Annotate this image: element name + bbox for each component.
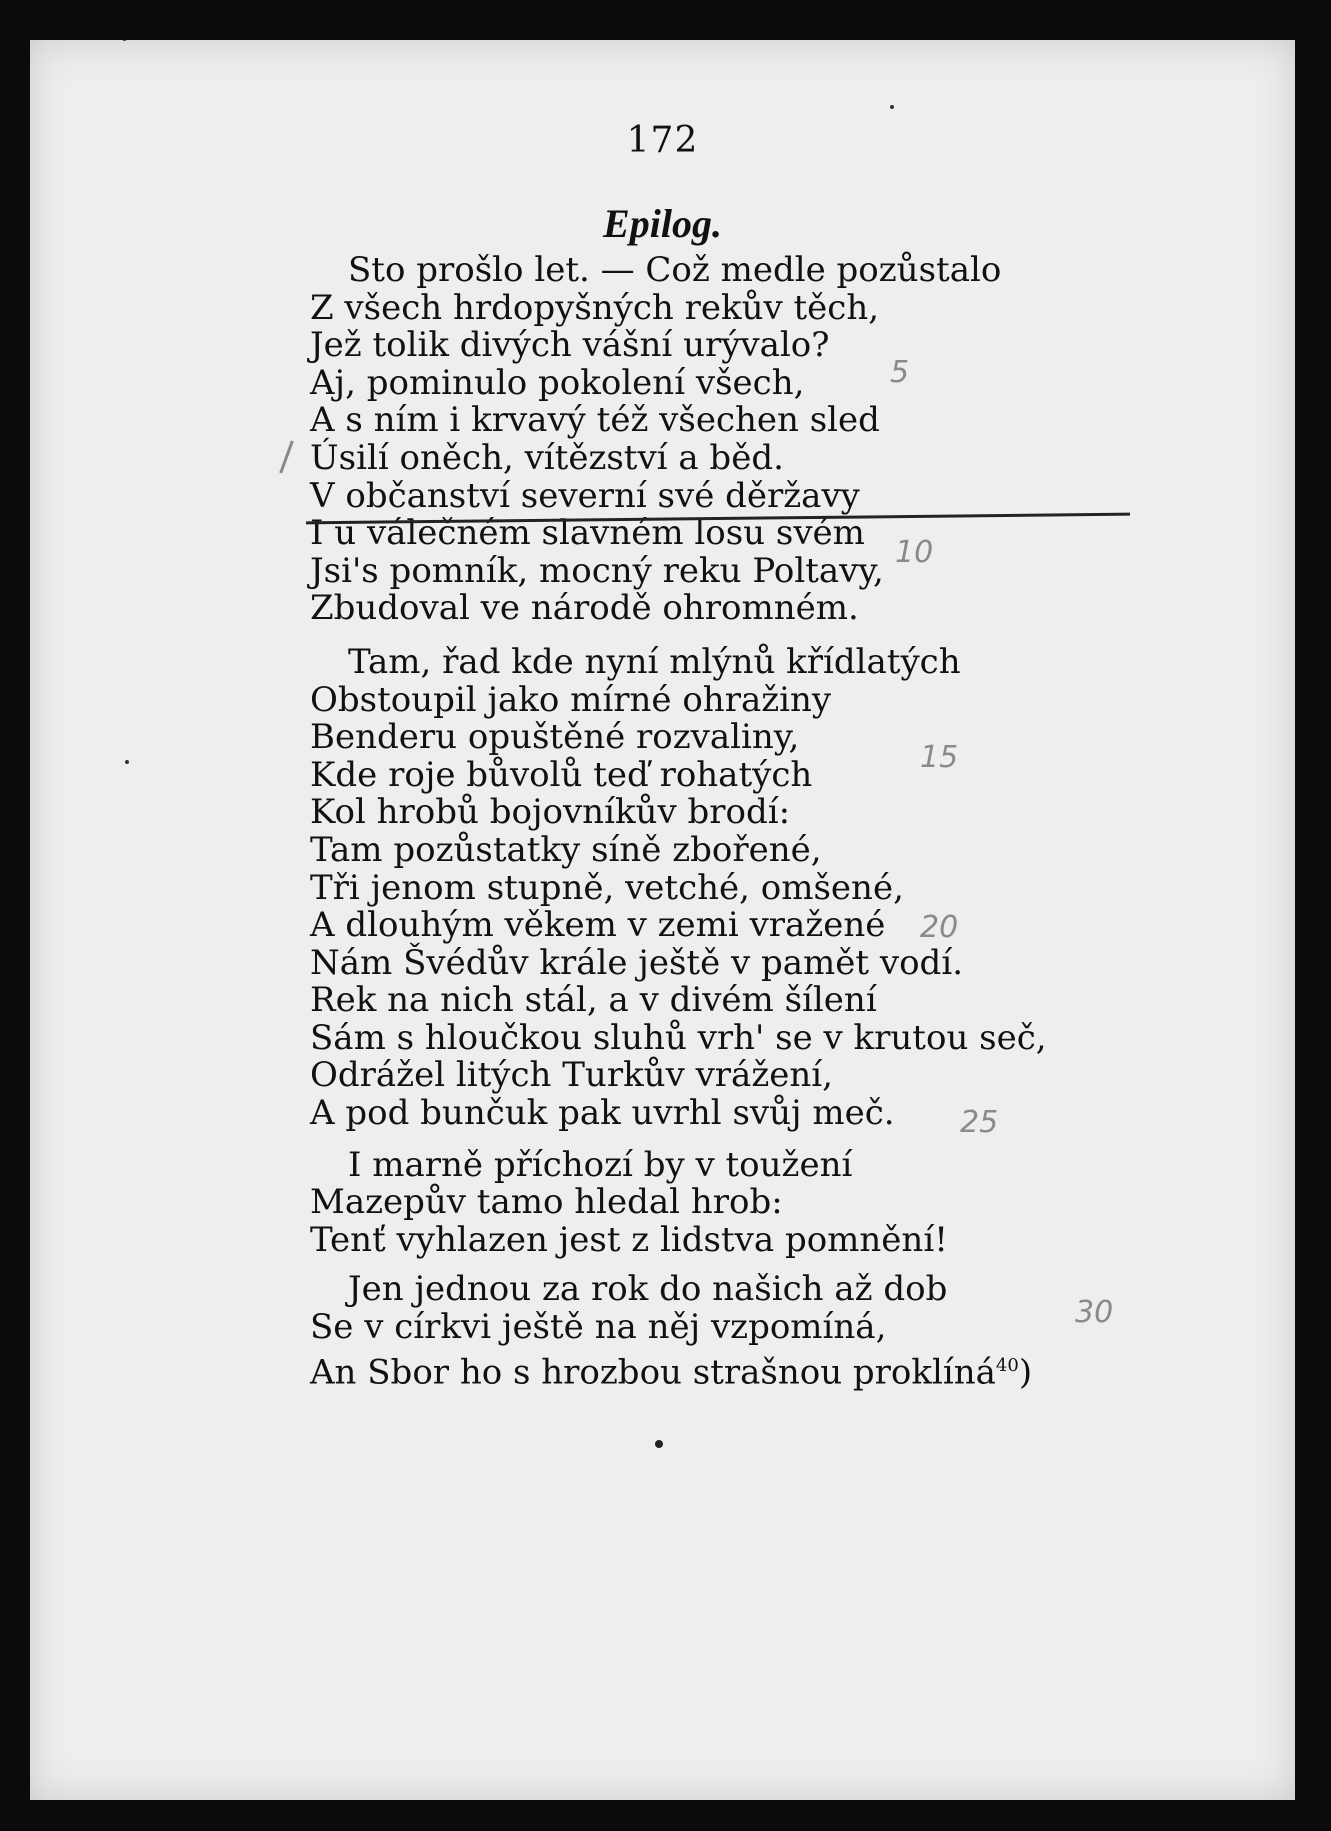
margin-note-line-count: 5 [890, 355, 910, 390]
poem-line: Odrážel litých Turkův vrážení, [310, 1055, 833, 1096]
poem-line-text: An Sbor ho s hrozbou strašnou proklíná [310, 1351, 996, 1392]
poem-line: Se v církvi ještě na něj vzpomíná, [310, 1307, 887, 1348]
margin-note-line-count: 30 [1075, 1295, 1114, 1330]
poem-line: Kol hrobů bojovníkův brodí: [310, 792, 791, 833]
margin-note-line-count: 15 [920, 740, 959, 775]
poem-line: A s ním i krvavý též všechen sled [310, 400, 880, 441]
margin-note-line-count: 25 [960, 1105, 999, 1140]
poem-line: Sto prošlo let. — Což medle pozůstalo [348, 250, 1002, 290]
stanza-4 [310, 1269, 1110, 1392]
margin-note-line-count: 20 [920, 910, 959, 945]
poem-line: Aj, pominulo pokolení všech, [310, 362, 805, 403]
book-page [30, 40, 1295, 1800]
scan-speck [890, 105, 894, 109]
poem-line: Tam, řad kde nyní mlýnů křídlatých [348, 641, 961, 682]
poem-line: Kde roje bůvolů teď rohatých [310, 754, 813, 795]
poem-line: Benderu opuštěné rozvaliny, [310, 717, 800, 758]
poem-line: A pod bunčuk pak uvrhl svůj meč. [310, 1093, 895, 1134]
scan-speck [122, 40, 127, 41]
poem-line: Zbudoval ve národě ohromném. [310, 588, 859, 629]
poem-line: Jež tolik divých vášní urývalo? [310, 325, 830, 366]
poem-line: Mazepův tamo hledal hrob: [310, 1182, 783, 1223]
pencil-tick-mark [279, 441, 293, 474]
poem-line: A dlouhým věkem v zemi vražené [310, 905, 886, 946]
page-title: Epilog. [603, 201, 722, 246]
poem [310, 250, 1110, 1392]
poem-line-struck: I u válečném slavném losu svém [310, 515, 1110, 553]
ink-dot [655, 1440, 663, 1448]
poem-line: Tenť vyhlazen jest z lidstva pomnění! [310, 1219, 948, 1260]
poem-line: I marně příchozí by v toužení [348, 1144, 853, 1185]
poem-line: Jsi's pomník, mocný reku Poltavy, [310, 550, 884, 591]
page-number: 172 [626, 120, 699, 161]
poem-line: Rek na nich stál, a v divém šílení [310, 980, 877, 1021]
stanza-2 [310, 641, 1110, 1134]
closing-parenthesis: ) [1018, 1351, 1033, 1392]
poem-line: Tam pozůstatky síně zbořené, [310, 829, 822, 870]
poem-line: Nám Švédův krále ještě v pamět vodí. [310, 942, 964, 983]
poem-line: V občanství severní své děržavy [310, 475, 860, 516]
poem-line: Z všech hrdopyšných rekův těch, [310, 287, 880, 328]
poem-line: Jen jednou za rok do našich až dob [348, 1269, 948, 1310]
poem-line: Úsilí oněch, vítězství a běd. [310, 437, 784, 478]
poem-line: Obstoupil jako mírné ohražiny [310, 679, 832, 720]
poem-line: Tři jenom stupně, vetché, omšené, [310, 867, 904, 908]
margin-note-line-count: 10 [895, 535, 934, 570]
stanza-1 [310, 252, 1110, 628]
footnote-mark: 40 [995, 1354, 1019, 1376]
stanza-3 [310, 1144, 1110, 1260]
poem-line: Sám s hloučkou sluhů vrh' se v krutou seč, [310, 1017, 1047, 1058]
poem-line-last [310, 1347, 1110, 1392]
scan-speck [125, 760, 129, 764]
